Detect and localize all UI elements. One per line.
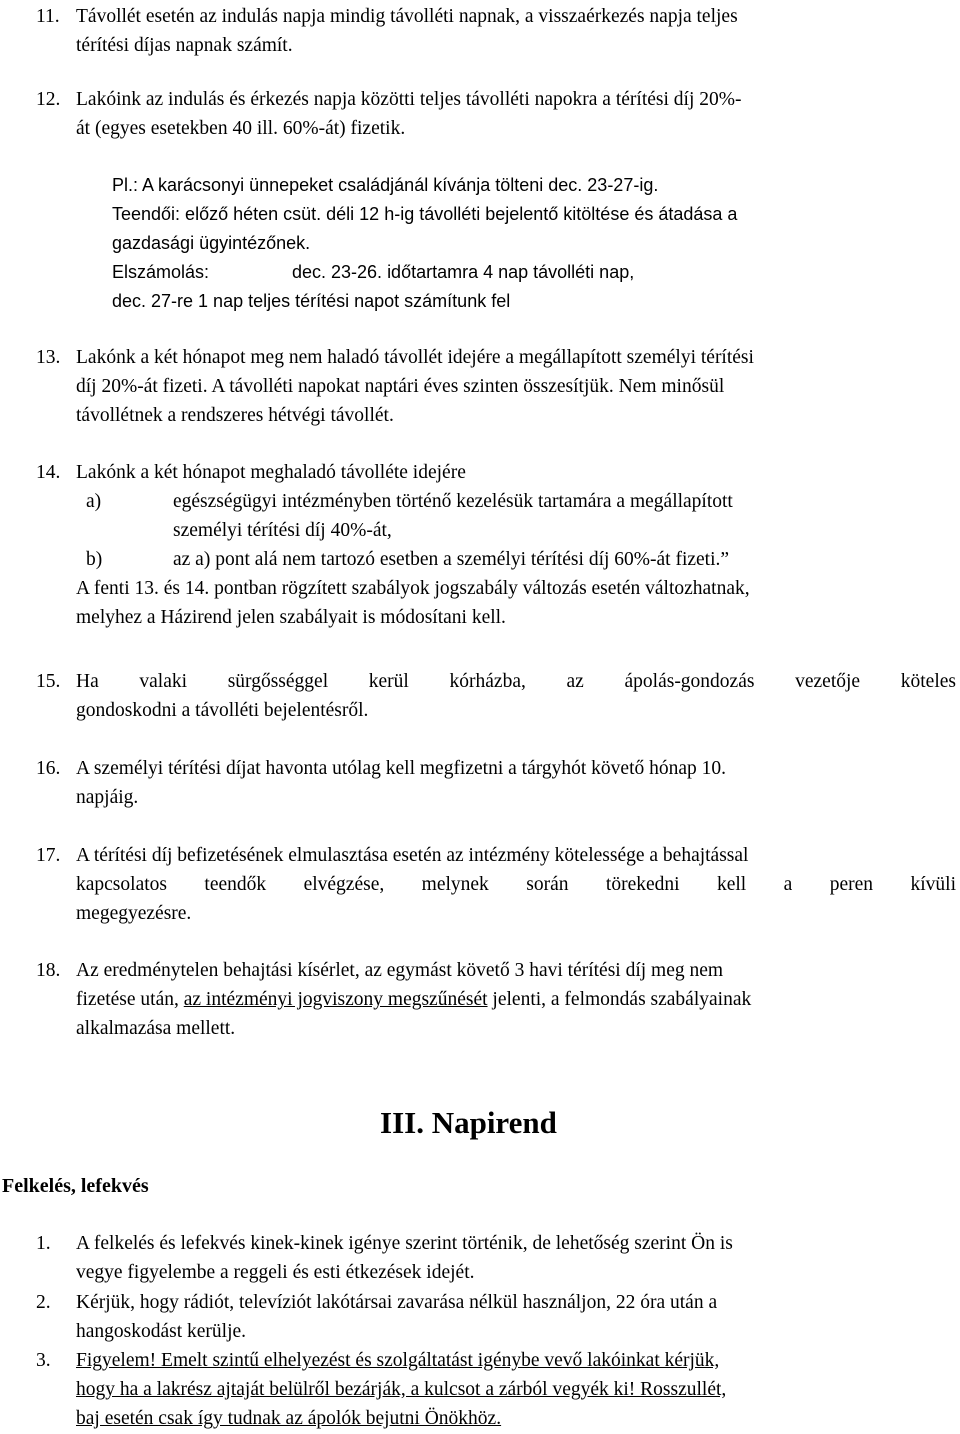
item-17: [36, 841, 956, 928]
item-text-line: A térítési díj befizetésének elmulasztása esetén az intézmény kötelessége a behajtással: [76, 845, 749, 866]
item-number: 13.: [36, 347, 61, 368]
item-number: 11.: [36, 6, 60, 27]
underlined-phrase: az intézményi jogviszony megszűnését: [183, 989, 488, 1010]
item-number: 15.: [36, 671, 61, 692]
item-12: [36, 85, 956, 143]
section-title: III. Napirend: [380, 1105, 557, 1140]
example-line: gazdasági ügyintézőnek.: [112, 233, 311, 253]
subitem-b: [76, 545, 956, 574]
item-text-line: A felkelés és lefekvés kinek-kinek igénye szerint történik, de lehetőség szerint Ön is: [76, 1233, 733, 1254]
item-text-line: Kérjük, hogy rádiót, televíziót lakótársai zavarása nélkül használjon, 22 óra után a: [76, 1292, 718, 1313]
item-text-line: át (egyes esetekben 40 ill. 60%-át) fizetik.: [76, 118, 406, 139]
example-line: Teendői: előző héten csüt. déli 12 h-ig távolléti bejelentő kitöltése és átadása a: [112, 204, 738, 224]
example-value: dec. 23-26. időtartamra 4 nap távolléti nap,: [292, 262, 635, 282]
napirend-item-1: [36, 1229, 956, 1287]
item-text-line: hogy ha a lakrész ajtaját belülről bezárják, a kulcsot a zárból vegyék ki! Rosszullét,: [76, 1379, 727, 1400]
note-line: melyhez a Házirend jelen szabályait is módosítani kell.: [76, 607, 506, 628]
item-14-note: [76, 574, 956, 632]
item-16: [36, 754, 956, 812]
item-text-line: A személyi térítési díjat havonta utólag kell megfizetni a tárgyhót követő hónap 10.: [76, 758, 727, 779]
subitem-a: [76, 487, 956, 545]
item-text-line: Távollét esetén az indulás napja mindig távolléti napnak, a visszaérkezés napja teljes: [76, 6, 738, 27]
item-number: 1.: [36, 1233, 51, 1254]
item-text-line: vegye figyelembe a reggeli és esti étkezések idejét.: [76, 1262, 475, 1283]
item-text-line: térítési díjas napnak számít.: [76, 35, 293, 56]
napirend-item-2: [36, 1288, 956, 1346]
subitem-line: az a) pont alá nem tartozó esetben a személyi térítési díj 60%-át fizeti.”: [173, 549, 730, 570]
item-18: [36, 956, 956, 1043]
subitem-label: b): [86, 549, 103, 570]
example-line: Pl.: A karácsonyi ünnepeket családjánál kívánja tölteni dec. 23-27-ig.: [112, 175, 659, 195]
item-text-line: kapcsolatos teendők elvégzése, melynek során törekedni kell a peren kívüli: [76, 874, 956, 895]
subheading: Felkelés, lefekvés: [2, 1175, 149, 1197]
item-number: 16.: [36, 758, 61, 779]
item-text-line: Ha valaki sürgősséggel kerül kórházba, az ápolás-gondozás vezetője köteles: [76, 671, 956, 692]
item-number: 2.: [36, 1292, 51, 1313]
item-text-line: távollétnek a rendszeres hétvégi távollét.: [76, 405, 394, 426]
item-text-line: díj 20%-át fizeti. A távolléti napokat naptári éves szinten összesítjük. Nem minősül: [76, 376, 725, 397]
item-text-line: alkalmazása mellett.: [76, 1018, 236, 1039]
napirend-item-3: [36, 1346, 956, 1433]
item-text-line: baj esetén csak így tudnak az ápolók bejutni Önökhöz.: [76, 1408, 502, 1429]
item-15: [36, 667, 956, 725]
item-text-line: Lakónk a két hónapot meg nem haladó távollét idejére a megállapított személyi térítési: [76, 347, 754, 368]
item-text-line: Figyelem! Emelt szintű elhelyezést és szolgáltatást igénybe vevő lakóinkat kérjük,: [76, 1350, 720, 1371]
item-text-line: hangoskodást kerülje.: [76, 1321, 247, 1342]
item-text-line: Az eredménytelen behajtási kísérlet, az egymást követő 3 havi térítési díj meg nem: [76, 960, 724, 981]
subitem-label: a): [86, 491, 102, 512]
subitem-line: személyi térítési díj 40%-át,: [173, 520, 392, 541]
item-11: [36, 2, 956, 60]
item-14: [36, 458, 956, 487]
item-text-line: gondoskodni a távolléti bejelentésről.: [76, 700, 369, 721]
example-line: [112, 258, 957, 287]
item-number: 17.: [36, 845, 61, 866]
subitem-line: egészségügyi intézményben történő kezelésük tartamára a megállapított: [173, 491, 733, 512]
item-text-line: megegyezésre.: [76, 903, 192, 924]
item-text-line: Lakónk a két hónapot meghaladó távolléte idejére: [76, 462, 466, 483]
item-text-line: fizetése után, az intézményi jogviszony megszűnését jelenti, a felmondás szabályainak: [76, 989, 752, 1010]
item-number: 14.: [36, 462, 61, 483]
note-line: A fenti 13. és 14. pontban rögzített szabályok jogszabály változás esetén változhatnak,: [76, 578, 750, 599]
item-number: 3.: [36, 1350, 51, 1371]
item-text-line: Lakóink az indulás és érkezés napja közötti teljes távolléti napokra a térítési díj 20%-: [76, 89, 742, 110]
item-number: 18.: [36, 960, 61, 981]
item-text-line: napjáig.: [76, 787, 139, 808]
example-line: dec. 27-re 1 nap teljes térítési napot számítunk fel: [112, 291, 511, 311]
example-block: [112, 171, 957, 316]
item-number: 12.: [36, 89, 61, 110]
example-label: Elszámolás:: [112, 262, 210, 282]
item-13: [36, 343, 956, 430]
